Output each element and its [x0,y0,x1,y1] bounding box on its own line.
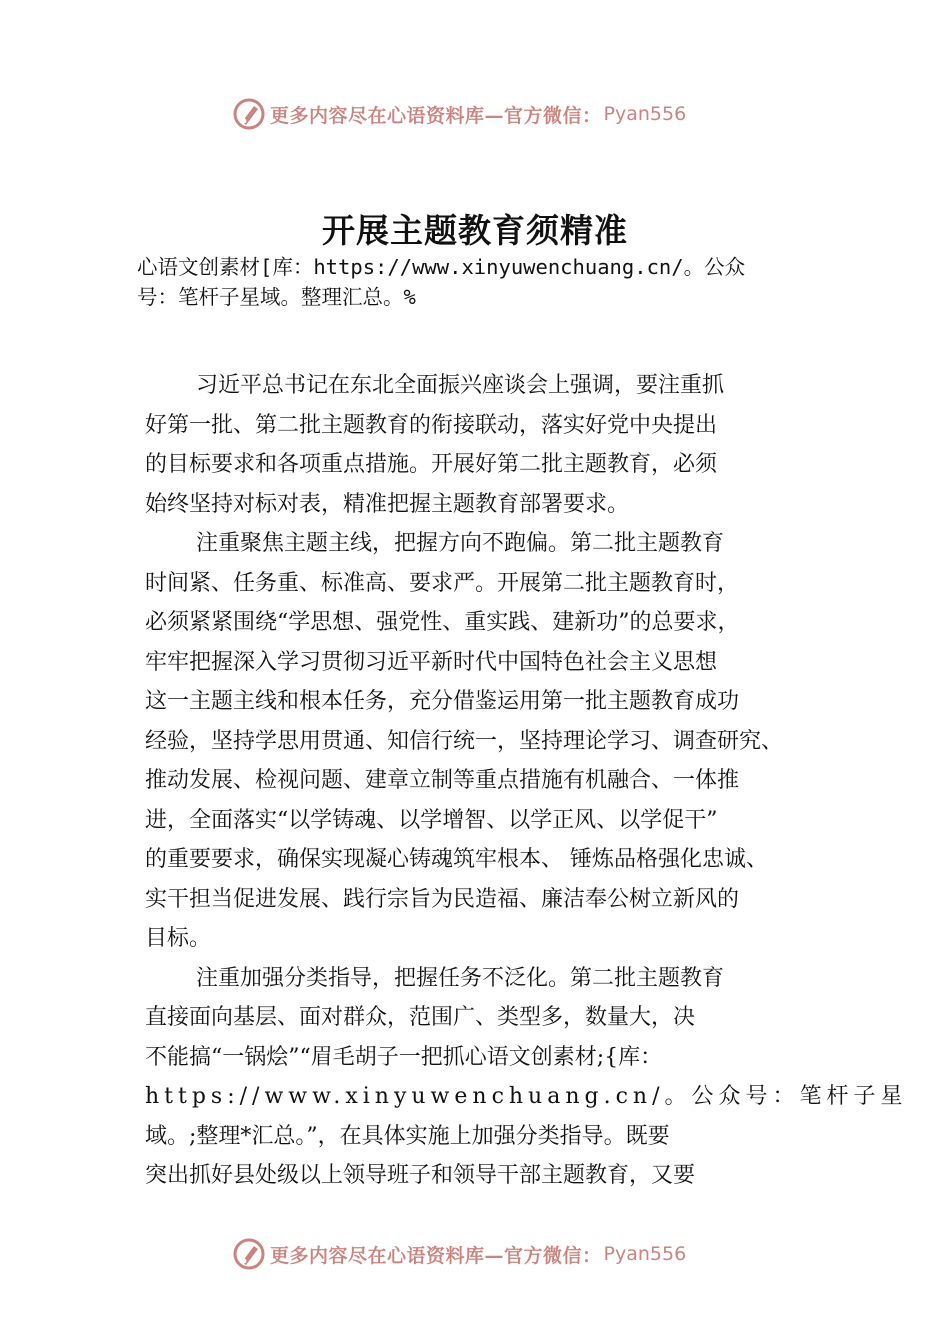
banner-text: 更多内容尽在心语资料库—官方微信： [270,104,602,127]
body-line: 的目标要求和各项重点措施。开展好第二批主题教育，必须 [145,452,718,477]
body-line: 域。;整理*汇总。”，在具体实施上加强分类指导。既要 [145,1123,670,1149]
source-line: 号：笔杆子星域。整理汇总。% [137,285,416,309]
body-line: 实干担当促进发展、践行宗旨为民造福、廉洁奉公树立新风的 [145,886,740,912]
body-line: 时间紧、任务重、标准高、要求严。开展第二批主题教育时， [145,570,740,596]
article-body [145,366,908,1196]
banner-text: 更多内容尽在心语资料库—官方微信： [270,1244,602,1267]
body-line: 注重加强分类指导，把握任务不泛化。第二批主题教育 [196,965,725,991]
source-line: 心语文创素材[库：https://www.xinyuwenchuang.cn/。公众 [137,255,746,279]
banner-wechat-id: Pyan556 [603,1243,687,1265]
body-line: 进，全面落实“以学铸魂、以学增智、以学正风、以学促干” [145,807,718,833]
body-line: 突出抓好县处级以上领导班子和领导干部主题教育，又要 [145,1163,696,1188]
body-line: 必须紧紧围绕“学思想、强党性、重实践、建新功”的总要求， [145,610,740,635]
body-line: 这一主题主线和根本任务，充分借鉴运用第一批主题教育成功 [145,689,740,714]
body-line: 牢牢把握深入学习贯彻习近平新时代中国特色社会主义思想 [145,649,718,675]
footer-watermark-banner [232,1237,686,1271]
body-line: 的重要要求，确保实现凝心铸魂筑牢根本、 锤炼品格强化忠诚、 [145,847,768,872]
header-watermark-banner [232,97,686,131]
body-line: 好第一批、第二批主题教育的衔接联动，落实好党中央提出 [145,412,718,438]
source-note [137,252,827,312]
body-line: 经验，坚持学思用贯通、知信行统一，坚持理论学习、调查研究、 [145,728,784,754]
pen-logo-icon [232,1237,266,1271]
body-line: 目标。 [145,926,212,951]
document-title: 开展主题教育须精准 [322,211,628,250]
pen-logo-icon [232,97,266,131]
body-line: https://www.xinyuwenchuang.cn/。公众号：笔杆子星 [145,1084,908,1109]
body-line: 始终坚持对标对表，精准把握主题教育部署要求。 [145,491,630,517]
banner-wechat-id: Pyan556 [603,103,687,125]
body-line: 推动发展、检视问题、建章立制等重点措施有机融合、一体推 [145,768,740,793]
body-line: 不能搞“一锅烩”“眉毛胡子一把抓心语文创素材;{库： [145,1044,663,1070]
body-line: 习近平总书记在东北全面振兴座谈会上强调，要注重抓 [196,373,725,398]
body-line: 注重聚焦主题主线，把握方向不跑偏。第二批主题教育 [196,531,725,556]
body-line: 直接面向基层、面对群众，范围广、类型多，数量大，决 [145,1005,696,1030]
